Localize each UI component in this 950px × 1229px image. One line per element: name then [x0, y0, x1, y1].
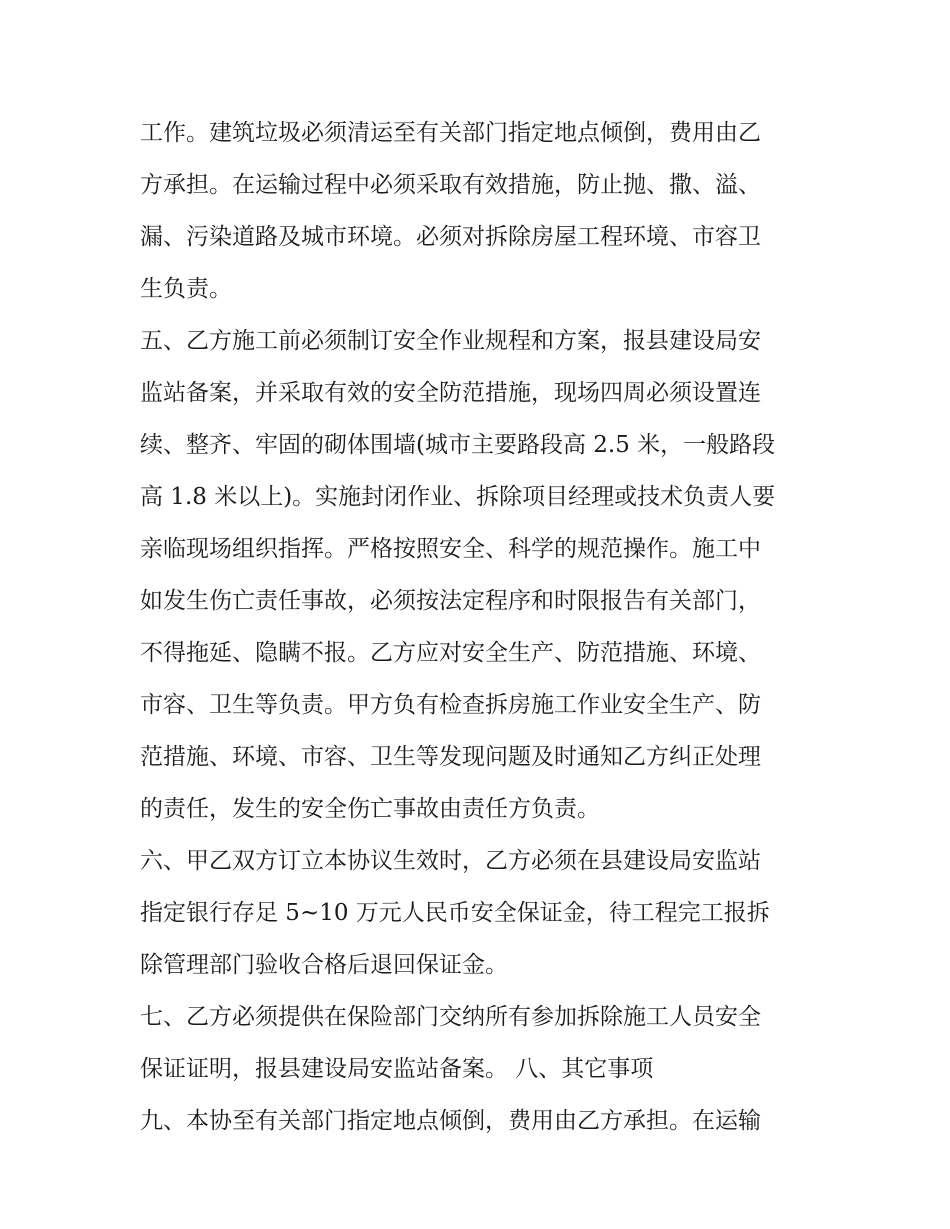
clause-5-line: 五、乙方施工前必须制订安全作业规程和方案，报县建设局安: [140, 328, 761, 354]
text-line: 市容、卫生等负责。甲方负有检查拆房施工作业安全生产、防: [140, 692, 761, 718]
text-line: 保证证明，报县建设局安监站备案。 八、其它事项: [140, 1056, 654, 1082]
clause-9-line: 九、本协至有关部门指定地点倾倒，费用由乙方承担。在运输: [140, 1108, 761, 1134]
text-line: 续、整齐、牢固的砌体围墙(城市主要路段高 2.5 米，一般路段: [140, 432, 776, 458]
clause-7-line: 七、乙方必须提供在保险部门交纳所有参加拆除施工人员安全: [140, 1004, 761, 1030]
text-line: 除管理部门验收合格后退回保证金。: [140, 952, 508, 978]
text-line: 不得拖延、隐瞒不报。乙方应对安全生产、防范措施、环境、: [140, 640, 761, 666]
text-line: 范措施、环境、市容、卫生等发现问题及时通知乙方纠正处理: [140, 744, 761, 770]
body-text: [140, 107, 830, 1147]
text-line: 高 1.8 米以上)。实施封闭作业、拆除项目经理或技术负责人要: [140, 484, 776, 510]
text-line: 指定银行存足 5~10 万元人民币安全保证金，待工程完工报拆: [140, 900, 770, 926]
text-line: 方承担。在运输过程中必须采取有效措施，防止抛、撒、溢、: [140, 172, 761, 198]
text-line: 生负责。: [140, 276, 232, 302]
clause-6-line: 六、甲乙双方订立本协议生效时，乙方必须在县建设局安监站: [140, 848, 761, 874]
text-line: 的责任，发生的安全伤亡事故由责任方负责。: [140, 796, 600, 822]
text-line: 亲临现场组织指挥。严格按照安全、科学的规范操作。施工中: [140, 536, 761, 562]
text-line: 如发生伤亡责任事故，必须按法定程序和时限报告有关部门，: [140, 588, 761, 614]
text-line: 工作。建筑垃圾必须清运至有关部门指定地点倾倒，费用由乙: [140, 120, 761, 146]
text-line: 漏、污染道路及城市环境。必须对拆除房屋工程环境、市容卫: [140, 224, 761, 250]
text-line: 监站备案，并采取有效的安全防范措施，现场四周必须设置连: [140, 380, 761, 406]
